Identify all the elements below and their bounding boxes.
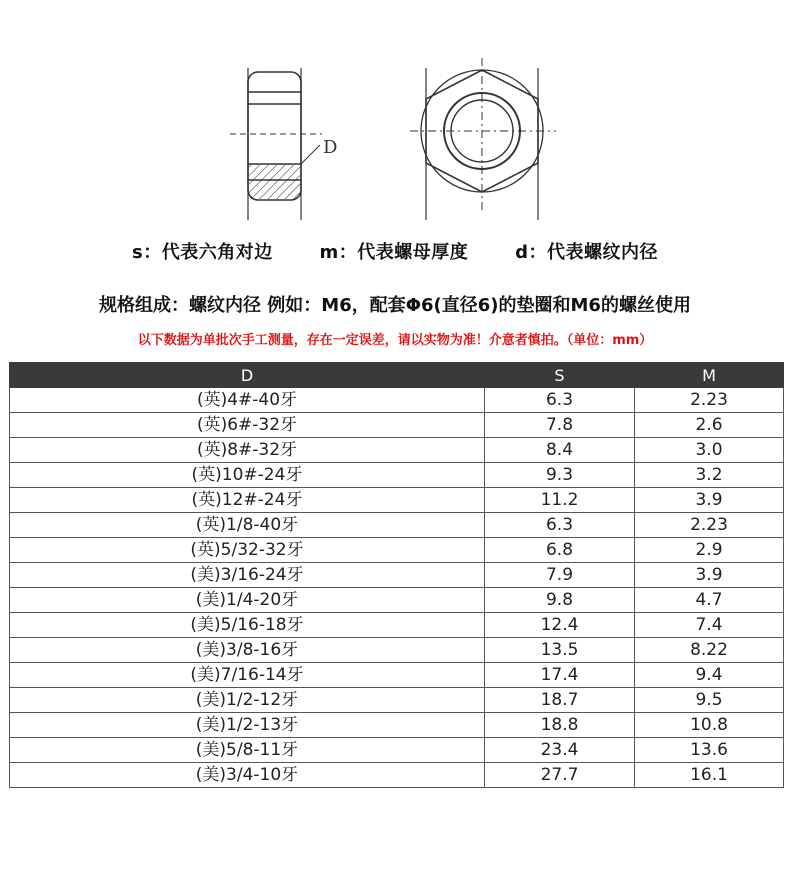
cell-m: 3.9 (635, 563, 784, 588)
dimension-legend (0, 238, 790, 264)
cell-s: 13.5 (485, 638, 635, 663)
cell-s: 18.7 (485, 688, 635, 713)
cell-s: 7.8 (485, 413, 635, 438)
cell-d: (美)1/2-13牙 (10, 713, 485, 738)
table-row (10, 438, 784, 463)
cell-s: 6.8 (485, 538, 635, 563)
cell-d: (英)6#-32牙 (10, 413, 485, 438)
cell-s: 17.4 (485, 663, 635, 688)
table-row (10, 763, 784, 788)
cell-d: (美)5/8-11牙 (10, 738, 485, 763)
cell-d: (美)7/16-14牙 (10, 663, 485, 688)
cell-m: 7.4 (635, 613, 784, 638)
legend-d: d：代表螺纹内径 (515, 242, 658, 263)
table-row (10, 663, 784, 688)
cell-s: 8.4 (485, 438, 635, 463)
table-row (10, 588, 784, 613)
cell-s: 9.8 (485, 588, 635, 613)
table-row (10, 463, 784, 488)
nut-side-view (230, 68, 322, 220)
table-row (10, 713, 784, 738)
cell-m: 8.22 (635, 638, 784, 663)
table-row (10, 388, 784, 413)
cell-s: 11.2 (485, 488, 635, 513)
cell-s: 23.4 (485, 738, 635, 763)
cell-m: 2.6 (635, 413, 784, 438)
table-row (10, 613, 784, 638)
table-row (10, 563, 784, 588)
table-row (10, 688, 784, 713)
dimension-d-label: D (323, 137, 338, 158)
cell-d: (美)3/8-16牙 (10, 638, 485, 663)
cell-d: (美)1/4-20牙 (10, 588, 485, 613)
cell-m: 2.23 (635, 388, 784, 413)
cell-m: 10.8 (635, 713, 784, 738)
table-row (10, 538, 784, 563)
table-row (10, 738, 784, 763)
legend-s: s：代表六角对边 (132, 242, 273, 263)
table-row (10, 488, 784, 513)
cell-s: 9.3 (485, 463, 635, 488)
table-header-row (10, 363, 784, 388)
nut-top-view (410, 58, 556, 220)
cell-s: 12.4 (485, 613, 635, 638)
cell-m: 2.9 (635, 538, 784, 563)
spec-description: 规格组成：螺纹内径 例如：M6，配套Φ6(直径6)的垫圈和M6的螺丝使用 (99, 295, 691, 316)
cell-m: 4.7 (635, 588, 784, 613)
cell-d: (英)12#-24牙 (10, 488, 485, 513)
measurement-notice: 以下数据为单批次手工测量，存在一定误差，请以实物为准！介意者慎拍。（单位：mm） (137, 333, 653, 348)
cell-s: 6.3 (485, 388, 635, 413)
cell-m: 9.5 (635, 688, 784, 713)
cell-m: 3.2 (635, 463, 784, 488)
header-d: D (10, 363, 485, 388)
nut-technical-drawing (0, 0, 790, 230)
table-row (10, 638, 784, 663)
cell-s: 18.8 (485, 713, 635, 738)
legend-m: m：代表螺母厚度 (319, 242, 469, 263)
cell-d: (英)8#-32牙 (10, 438, 485, 463)
header-s: S (485, 363, 635, 388)
cell-s: 7.9 (485, 563, 635, 588)
cell-d: (美)5/16-18牙 (10, 613, 485, 638)
table-row (10, 413, 784, 438)
cell-m: 2.23 (635, 513, 784, 538)
cell-m: 16.1 (635, 763, 784, 788)
cell-d: (美)1/2-12牙 (10, 688, 485, 713)
cell-s: 6.3 (485, 513, 635, 538)
cell-d: (英)1/8-40牙 (10, 513, 485, 538)
cell-m: 13.6 (635, 738, 784, 763)
cell-d: (美)3/16-24牙 (10, 563, 485, 588)
cell-s: 27.7 (485, 763, 635, 788)
cell-d: (英)10#-24牙 (10, 463, 485, 488)
cell-m: 3.9 (635, 488, 784, 513)
cell-m: 9.4 (635, 663, 784, 688)
cell-d: (美)3/4-10牙 (10, 763, 485, 788)
cell-d: (英)5/32-32牙 (10, 538, 485, 563)
cell-d: (英)4#-40牙 (10, 388, 485, 413)
cell-m: 3.0 (635, 438, 784, 463)
header-m: M (635, 363, 784, 388)
size-table (9, 362, 784, 788)
table-row (10, 513, 784, 538)
